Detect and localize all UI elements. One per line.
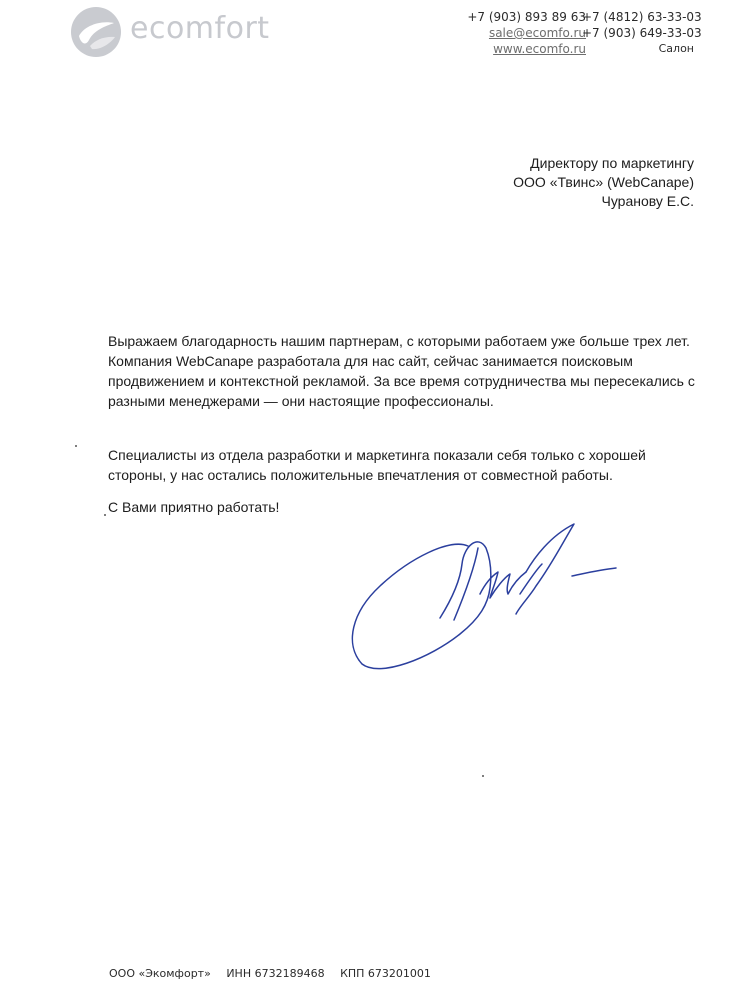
handwritten-signature bbox=[340, 518, 630, 678]
phone-main: +7 (903) 893 89 63 bbox=[467, 10, 586, 24]
addressee-name: Чуранову Е.С. bbox=[601, 193, 694, 209]
email-link[interactable]: sale@ecomfo.ru bbox=[488, 26, 586, 40]
paragraph-line: разными менеджерами — они настоящие профессионалы. bbox=[108, 393, 494, 409]
addressee-block bbox=[420, 154, 694, 211]
footer-requisites bbox=[109, 967, 443, 981]
paragraph-line: Компания WebCanape разработала для нас сайт, сейчас занимается поисковым bbox=[108, 353, 633, 369]
footer-company: ООО «Экомфорт» bbox=[109, 967, 211, 980]
footer-inn: ИНН 6732189468 bbox=[226, 967, 325, 980]
salon-caption: Салон bbox=[658, 42, 694, 55]
logo-wordmark: ecomfort bbox=[130, 11, 270, 46]
company-logo bbox=[70, 6, 280, 58]
paragraph-line: стороны, у нас остались положительные впечатления от совместной работы. bbox=[108, 467, 613, 483]
addressee-company: ООО «Твинс» (WebCanape) bbox=[513, 174, 694, 190]
closing-line: С Вами приятно работать! bbox=[108, 499, 280, 515]
paragraph-specialists bbox=[108, 445, 708, 485]
footer-kpp: КПП 673201001 bbox=[340, 967, 431, 980]
phone-salon-1: +7 (4812) 63-33-03 bbox=[582, 10, 702, 24]
contacts-left bbox=[446, 9, 586, 57]
paragraph-line: Выражаем благодарность нашим партнерам, с которыми работаем уже больше трех лет. bbox=[108, 333, 690, 349]
scan-speck bbox=[104, 514, 106, 516]
paragraph-line: Специалисты из отдела разработки и маркетинга показали себя только с хорошей bbox=[108, 447, 646, 463]
addressee-position: Директору по маркетингу bbox=[530, 155, 694, 171]
website-link[interactable]: www.ecomfo.ru bbox=[493, 42, 586, 56]
paragraph-gratitude bbox=[108, 331, 708, 411]
logo-mark-icon bbox=[70, 6, 122, 58]
scan-speck bbox=[482, 775, 484, 777]
phone-salon-2: +7 (903) 649-33-03 bbox=[582, 26, 702, 40]
paragraph-line: продвижением и контекстной рекламой. За все время сотрудничества мы пересекались с bbox=[108, 373, 695, 389]
contacts-right bbox=[582, 9, 702, 57]
scan-speck bbox=[75, 445, 77, 447]
